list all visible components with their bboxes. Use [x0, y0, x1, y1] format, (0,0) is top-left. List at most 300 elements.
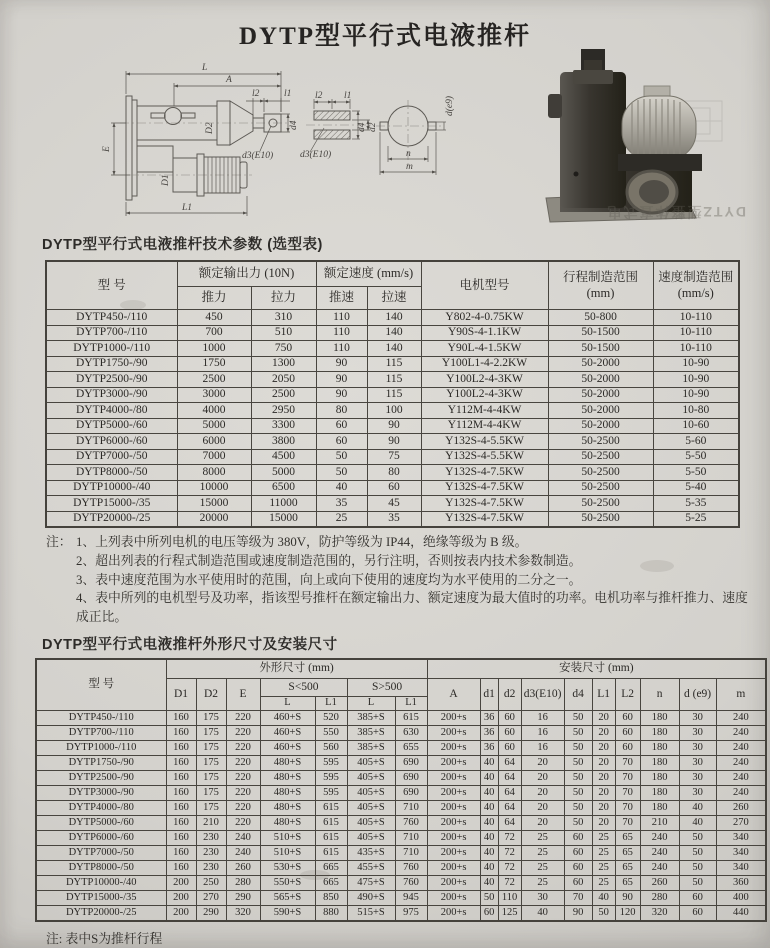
- value-cell: 200+s: [427, 771, 480, 786]
- model-cell: DYTP20000-/25: [36, 906, 166, 922]
- value-cell: 200+s: [427, 831, 480, 846]
- value-cell: 10-60: [653, 418, 739, 434]
- value-cell: 50: [679, 846, 716, 861]
- value-cell: 710: [395, 846, 427, 861]
- value-cell: 230: [196, 861, 226, 876]
- value-cell: 70: [615, 801, 640, 816]
- value-cell: 690: [395, 786, 427, 801]
- value-cell: 5-60: [653, 434, 739, 450]
- value-cell: 50: [564, 711, 592, 726]
- value-cell: 25: [592, 846, 615, 861]
- value-cell: 240: [226, 846, 260, 861]
- value-cell: 975: [395, 906, 427, 922]
- value-cell: 50: [564, 801, 592, 816]
- dim-label-d2-section: d2: [368, 122, 378, 132]
- model-cell: DYTP1750-/90: [36, 756, 166, 771]
- value-cell: 240: [716, 756, 766, 771]
- value-cell: 750: [251, 341, 316, 357]
- value-cell: 40: [521, 906, 564, 922]
- col-header-push-force: 推力: [177, 287, 251, 310]
- value-cell: 180: [640, 801, 679, 816]
- value-cell: 175: [196, 756, 226, 771]
- value-cell: Y132S-4-7.5KW: [421, 480, 548, 496]
- value-cell: 405+S: [347, 756, 395, 771]
- dim-label-D1: D1: [161, 174, 171, 186]
- value-cell: 72: [498, 876, 521, 891]
- model-cell: DYTP700-/110: [46, 325, 177, 341]
- value-cell: 240: [716, 786, 766, 801]
- value-cell: 160: [166, 756, 196, 771]
- value-cell: 280: [226, 876, 260, 891]
- dim-label-l1: l1: [284, 89, 292, 99]
- value-cell: 180: [640, 711, 679, 726]
- value-cell: 40: [679, 816, 716, 831]
- table-row: [36, 906, 766, 922]
- value-cell: 64: [498, 801, 521, 816]
- value-cell: 20: [521, 756, 564, 771]
- table-row: [36, 711, 766, 726]
- value-cell: 760: [395, 861, 427, 876]
- value-cell: 475+S: [347, 876, 395, 891]
- value-cell: 20: [521, 816, 564, 831]
- value-cell: 4500: [251, 449, 316, 465]
- value-cell: Y132S-4-7.5KW: [421, 511, 548, 527]
- model-cell: DYTP10000-/40: [36, 876, 166, 891]
- dim-label-l1-section: l1: [344, 91, 352, 101]
- value-cell: 405+S: [347, 816, 395, 831]
- value-cell: Y132S-4-7.5KW: [421, 465, 548, 481]
- value-cell: 10-90: [653, 356, 739, 372]
- value-cell: 50: [564, 816, 592, 831]
- value-cell: 250: [196, 876, 226, 891]
- dim-label-d4-section: d4: [357, 122, 367, 132]
- scan-speckle: [640, 560, 674, 572]
- table-row: [46, 403, 739, 419]
- value-cell: 115: [367, 387, 421, 403]
- model-cell: DYTP1000-/110: [46, 341, 177, 357]
- col-header-d3: d3(E10): [521, 679, 564, 711]
- value-cell: 60: [316, 418, 367, 434]
- value-cell: 50: [316, 465, 367, 481]
- value-cell: 50-2500: [548, 480, 653, 496]
- dim-label-d3-section: d3(E10): [300, 150, 332, 160]
- table-row: [36, 891, 766, 906]
- value-cell: 40: [480, 876, 498, 891]
- value-cell: 10-90: [653, 387, 739, 403]
- scan-speckle: [300, 870, 330, 880]
- value-cell: 240: [640, 831, 679, 846]
- col-header-L1: L1: [592, 679, 615, 711]
- col-group-rated-speed: 额定速度 (mm/s): [316, 261, 421, 287]
- value-cell: 2950: [251, 403, 316, 419]
- value-cell: 30: [521, 891, 564, 906]
- value-cell: 15000: [251, 511, 316, 527]
- value-cell: 50: [679, 831, 716, 846]
- value-cell: 50: [480, 891, 498, 906]
- table-row: [46, 387, 739, 403]
- value-cell: 50-1500: [548, 325, 653, 341]
- value-cell: 180: [640, 741, 679, 756]
- dim-label-l2: l2: [252, 89, 260, 99]
- value-cell: 60: [498, 741, 521, 756]
- value-cell: 530+S: [260, 861, 315, 876]
- value-cell: 595: [315, 771, 347, 786]
- value-cell: 700: [177, 325, 251, 341]
- value-cell: 220: [226, 741, 260, 756]
- value-cell: 50-2500: [548, 496, 653, 512]
- value-cell: 115: [367, 356, 421, 372]
- note-item-1: 1、上列表中所列电机的电压等级为 380V，防护等级为 IP44，绝缘等级为 B 级。: [76, 535, 528, 549]
- value-cell: 50-1500: [548, 341, 653, 357]
- value-cell: 710: [395, 831, 427, 846]
- value-cell: 180: [640, 786, 679, 801]
- value-cell: 90: [367, 434, 421, 450]
- value-cell: 480+S: [260, 816, 315, 831]
- value-cell: 70: [615, 771, 640, 786]
- value-cell: 220: [226, 786, 260, 801]
- dimension-labels: [102, 63, 455, 213]
- table-row: [46, 372, 739, 388]
- value-cell: 30: [679, 741, 716, 756]
- value-cell: 630: [395, 726, 427, 741]
- table-row: [36, 816, 766, 831]
- value-cell: 160: [166, 846, 196, 861]
- value-cell: 200+s: [427, 741, 480, 756]
- dim-label-D2: D2: [205, 122, 215, 134]
- value-cell: 90: [316, 356, 367, 372]
- value-cell: 50-800: [548, 310, 653, 326]
- value-cell: 140: [367, 341, 421, 357]
- value-cell: 220: [226, 816, 260, 831]
- value-cell: 50-2000: [548, 356, 653, 372]
- value-cell: 510+S: [260, 831, 315, 846]
- value-cell: 60: [679, 906, 716, 922]
- value-cell: 385+S: [347, 711, 395, 726]
- value-cell: 880: [315, 906, 347, 922]
- model-cell: DYTP1000-/110: [36, 741, 166, 756]
- value-cell: 40: [480, 771, 498, 786]
- value-cell: 80: [367, 465, 421, 481]
- table-row: [36, 801, 766, 816]
- value-cell: 20: [592, 756, 615, 771]
- value-cell: 615: [315, 831, 347, 846]
- col-group-outline-dims: 外形尺寸 (mm): [166, 659, 427, 679]
- value-cell: 90: [316, 387, 367, 403]
- value-cell: 60: [498, 711, 521, 726]
- value-cell: 65: [615, 831, 640, 846]
- value-cell: 50-2500: [548, 465, 653, 481]
- value-cell: 270: [716, 816, 766, 831]
- value-cell: 60: [615, 726, 640, 741]
- table-row: [46, 465, 739, 481]
- value-cell: 50: [592, 906, 615, 922]
- output-port-bore: [639, 180, 669, 204]
- value-cell: 20: [592, 801, 615, 816]
- value-cell: 480+S: [260, 771, 315, 786]
- value-cell: 175: [196, 741, 226, 756]
- col-header-L1-lt: L1: [315, 697, 347, 711]
- value-cell: 175: [196, 786, 226, 801]
- value-cell: 60: [480, 906, 498, 922]
- value-cell: 25: [592, 831, 615, 846]
- value-cell: 45: [367, 496, 421, 512]
- value-cell: 64: [498, 771, 521, 786]
- model-cell: DYTP5000-/60: [36, 816, 166, 831]
- value-cell: 20: [592, 711, 615, 726]
- model-cell: DYTP450-/110: [36, 711, 166, 726]
- value-cell: 50: [564, 771, 592, 786]
- value-cell: 260: [640, 876, 679, 891]
- value-cell: 520: [315, 711, 347, 726]
- value-cell: 20: [592, 816, 615, 831]
- value-cell: 220: [226, 801, 260, 816]
- value-cell: 50-2000: [548, 403, 653, 419]
- value-cell: 75: [367, 449, 421, 465]
- value-cell: 480+S: [260, 786, 315, 801]
- value-cell: 6500: [251, 480, 316, 496]
- model-cell: DYTP700-/110: [36, 726, 166, 741]
- value-cell: 60: [367, 480, 421, 496]
- value-cell: 405+S: [347, 831, 395, 846]
- value-cell: 515+S: [347, 906, 395, 922]
- value-cell: 15000: [177, 496, 251, 512]
- value-cell: 560: [315, 741, 347, 756]
- value-cell: 180: [640, 756, 679, 771]
- value-cell: 16: [521, 726, 564, 741]
- table-row: [46, 496, 739, 512]
- value-cell: 460+S: [260, 726, 315, 741]
- value-cell: 40: [679, 801, 716, 816]
- value-cell: 50: [564, 756, 592, 771]
- value-cell: 5-50: [653, 449, 739, 465]
- value-cell: 230: [196, 831, 226, 846]
- value-cell: 70: [615, 816, 640, 831]
- value-cell: 5-40: [653, 480, 739, 496]
- rod-nut: [584, 60, 602, 71]
- value-cell: 405+S: [347, 801, 395, 816]
- value-cell: 220: [226, 726, 260, 741]
- model-cell: DYTP8000-/50: [46, 465, 177, 481]
- value-cell: 200+s: [427, 891, 480, 906]
- dimension-lines: [111, 71, 290, 216]
- table-row: [46, 449, 739, 465]
- dim-label-L: L: [202, 63, 208, 73]
- stroke-footnote: 注: 表中S为推杆行程: [46, 932, 163, 946]
- value-cell: 1750: [177, 356, 251, 372]
- col-header-L-gt: L: [347, 697, 395, 711]
- value-cell: 175: [196, 726, 226, 741]
- col-group-rated-output: 额定输出力 (10N): [177, 261, 316, 287]
- value-cell: 665: [315, 876, 347, 891]
- value-cell: 50: [679, 861, 716, 876]
- col-header-d2: d2: [498, 679, 521, 711]
- value-cell: 8000: [177, 465, 251, 481]
- value-cell: 480+S: [260, 801, 315, 816]
- value-cell: 200+s: [427, 786, 480, 801]
- value-cell: 60: [498, 726, 521, 741]
- value-cell: 710: [395, 801, 427, 816]
- table-row: [36, 876, 766, 891]
- model-cell: DYTP3000-/90: [36, 786, 166, 801]
- bleed-through-text: DYTZ型整体直式电: [605, 204, 746, 220]
- technical-parameters-table: [45, 260, 740, 528]
- dim-label-n: n: [406, 149, 411, 159]
- model-cell: DYTP6000-/60: [36, 831, 166, 846]
- value-cell: 2050: [251, 372, 316, 388]
- value-cell: 180: [640, 726, 679, 741]
- table1-caption: DYTP型平行式电液推杆技术参数 (选型表): [42, 237, 323, 253]
- value-cell: 160: [166, 726, 196, 741]
- value-cell: 615: [315, 846, 347, 861]
- col-group-stroke-lt-500: S<500: [260, 679, 347, 697]
- col-header-L1-gt: L1: [395, 697, 427, 711]
- col-header-n: n: [640, 679, 679, 711]
- value-cell: 40: [480, 831, 498, 846]
- value-cell: 20: [521, 801, 564, 816]
- value-cell: 2500: [251, 387, 316, 403]
- value-cell: 20: [592, 786, 615, 801]
- value-cell: 5000: [251, 465, 316, 481]
- value-cell: 10-110: [653, 325, 739, 341]
- col-header-stroke-range: 行程制造范围 (mm): [548, 261, 653, 310]
- value-cell: 36: [480, 741, 498, 756]
- value-cell: 30: [679, 756, 716, 771]
- value-cell: 90: [316, 372, 367, 388]
- value-cell: 30: [679, 786, 716, 801]
- value-cell: 5-25: [653, 511, 739, 527]
- model-cell: DYTP1750-/90: [46, 356, 177, 372]
- col-header-m: m: [716, 679, 766, 711]
- value-cell: 72: [498, 831, 521, 846]
- model-cell: DYTP8000-/50: [36, 861, 166, 876]
- value-cell: 5-35: [653, 496, 739, 512]
- dim-label-m: m: [406, 162, 413, 172]
- actuator-cylinder-body: [560, 72, 626, 208]
- col-header-L2: L2: [615, 679, 640, 711]
- value-cell: 90: [564, 906, 592, 922]
- value-cell: 36: [480, 711, 498, 726]
- value-cell: 160: [166, 741, 196, 756]
- dim-label-d4: d4: [289, 120, 299, 130]
- value-cell: 64: [498, 816, 521, 831]
- notes-label: 注：: [46, 535, 72, 549]
- table-row: [36, 726, 766, 741]
- table-row: [46, 310, 739, 326]
- value-cell: 80: [316, 403, 367, 419]
- value-cell: 110: [316, 341, 367, 357]
- value-cell: 70: [615, 756, 640, 771]
- value-cell: 200+s: [427, 816, 480, 831]
- value-cell: 50: [679, 876, 716, 891]
- value-cell: 60: [615, 711, 640, 726]
- value-cell: 140: [367, 310, 421, 326]
- value-cell: 4000: [177, 403, 251, 419]
- value-cell: 550: [315, 726, 347, 741]
- value-cell: 120: [615, 906, 640, 922]
- value-cell: 200+s: [427, 726, 480, 741]
- value-cell: 50-2000: [548, 418, 653, 434]
- value-cell: 140: [367, 325, 421, 341]
- value-cell: 760: [395, 876, 427, 891]
- value-cell: 400: [716, 891, 766, 906]
- value-cell: 7000: [177, 449, 251, 465]
- value-cell: 70: [615, 786, 640, 801]
- value-cell: 25: [521, 831, 564, 846]
- value-cell: Y100L1-4-2.2KW: [421, 356, 548, 372]
- col-header-D1: D1: [166, 679, 196, 711]
- dim-label-de9: d(e9): [445, 95, 455, 116]
- model-cell: DYTP7000-/50: [36, 846, 166, 861]
- mounting-lug: [548, 94, 562, 118]
- value-cell: 10000: [177, 480, 251, 496]
- col-header-D2: D2: [196, 679, 226, 711]
- value-cell: Y112M-4-4KW: [421, 418, 548, 434]
- value-cell: 64: [498, 756, 521, 771]
- value-cell: 240: [716, 726, 766, 741]
- value-cell: 200+s: [427, 801, 480, 816]
- value-cell: 16: [521, 711, 564, 726]
- value-cell: 30: [679, 726, 716, 741]
- table-row: [46, 434, 739, 450]
- col-group-install-dims: 安装尺寸 (mm): [427, 659, 766, 679]
- value-cell: 690: [395, 756, 427, 771]
- value-cell: 160: [166, 831, 196, 846]
- table-row: [36, 741, 766, 756]
- value-cell: 90: [615, 891, 640, 906]
- value-cell: 60: [564, 831, 592, 846]
- value-cell: 10-90: [653, 372, 739, 388]
- value-cell: 30: [679, 771, 716, 786]
- model-cell: DYTP7000-/50: [46, 449, 177, 465]
- model-cell: DYTP15000-/35: [46, 496, 177, 512]
- value-cell: 450: [177, 310, 251, 326]
- table-row: [36, 831, 766, 846]
- value-cell: Y112M-4-4KW: [421, 403, 548, 419]
- value-cell: 160: [166, 786, 196, 801]
- value-cell: 595: [315, 756, 347, 771]
- value-cell: 440: [716, 906, 766, 922]
- value-cell: 20: [521, 771, 564, 786]
- value-cell: 40: [480, 756, 498, 771]
- value-cell: 40: [480, 861, 498, 876]
- value-cell: 10-110: [653, 310, 739, 326]
- value-cell: 200+s: [427, 876, 480, 891]
- note-item-3: 3、表中速度范围为水平使用时的范围，向上或向下使用的速度均为水平使用的二分之一。: [76, 572, 582, 587]
- table-row: [46, 341, 739, 357]
- value-cell: 3800: [251, 434, 316, 450]
- value-cell: 320: [226, 906, 260, 922]
- dimension-drawing: [56, 56, 540, 234]
- dimensions-table: [35, 658, 767, 922]
- value-cell: 230: [196, 846, 226, 861]
- value-cell: 175: [196, 711, 226, 726]
- value-cell: 655: [395, 741, 427, 756]
- value-cell: 25: [521, 876, 564, 891]
- value-cell: 200+s: [427, 756, 480, 771]
- dim-label-L1: L1: [182, 203, 193, 213]
- value-cell: 160: [166, 801, 196, 816]
- dim-label-E: E: [102, 146, 112, 152]
- value-cell: 125: [498, 906, 521, 922]
- value-cell: Y100L2-4-3KW: [421, 387, 548, 403]
- value-cell: 20: [592, 771, 615, 786]
- value-cell: 615: [315, 816, 347, 831]
- value-cell: 160: [166, 816, 196, 831]
- value-cell: 25: [521, 861, 564, 876]
- value-cell: 72: [498, 846, 521, 861]
- side-view: [120, 96, 294, 200]
- value-cell: 2500: [177, 372, 251, 388]
